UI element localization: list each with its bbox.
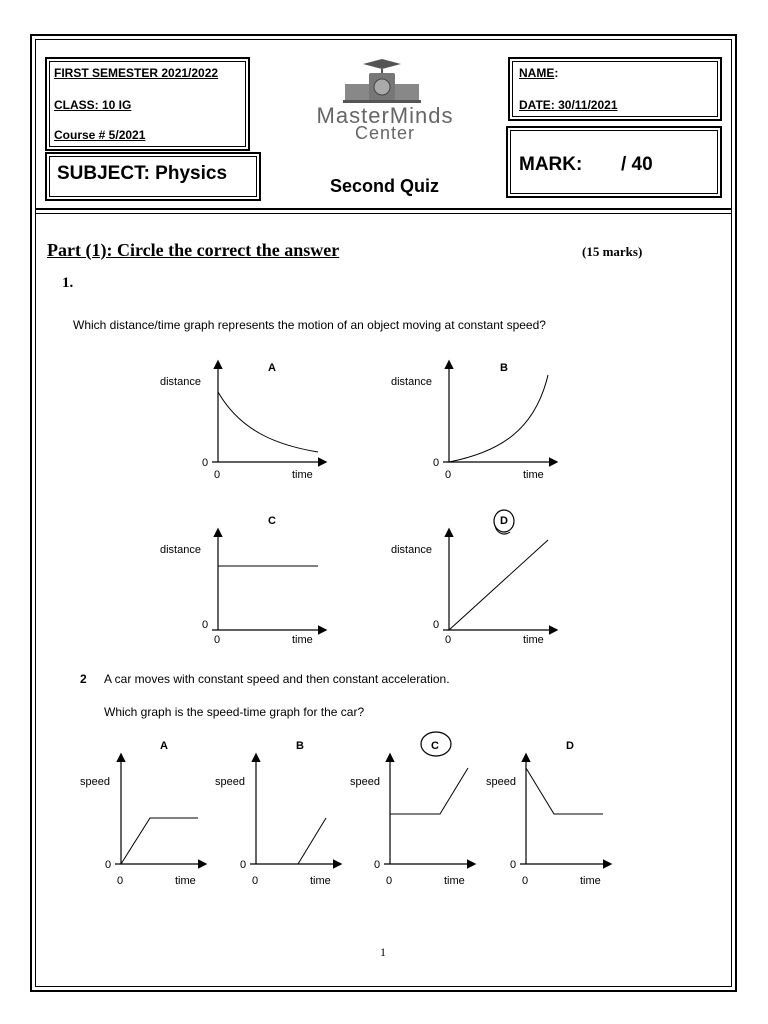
q1-a-ylabel: distance xyxy=(160,376,201,388)
q1-d-zero-x: 0 xyxy=(445,634,452,646)
q2-option-d-label: D xyxy=(566,740,574,752)
q2-text-line1: A car moves with constant speed and then constant acceleration. xyxy=(104,672,450,686)
q2-d-ylabel: speed xyxy=(486,776,516,788)
q2-b-ylabel: speed xyxy=(215,776,245,788)
date-label: DATE: 30/11/2021 xyxy=(519,98,618,112)
page-number: 1 xyxy=(380,945,386,959)
q1-b-zero-x: 0 xyxy=(445,469,452,481)
q2-c-xlabel: time xyxy=(444,875,465,887)
q2-text-line2: Which graph is the speed-time graph for the car? xyxy=(104,705,365,719)
q2-a-xlabel: time xyxy=(175,875,196,887)
logo-text-line1: MasterMinds xyxy=(316,103,454,128)
q2-b-xlabel: time xyxy=(310,875,331,887)
name-label: NAME xyxy=(519,66,555,80)
q2-d-xlabel: time xyxy=(580,875,601,887)
q1-d-ylabel: distance xyxy=(391,544,432,556)
q2-number: 2 xyxy=(80,672,87,686)
q2-b-zero-y: 0 xyxy=(240,859,247,871)
logo-text-line2: Center xyxy=(354,123,416,143)
q2-graph-c[interactable] xyxy=(350,732,474,887)
quiz-title: Second Quiz xyxy=(330,176,440,196)
q2-option-b-label: B xyxy=(296,740,304,752)
q1-c-xlabel: time xyxy=(292,634,313,646)
q2-d-zero-x: 0 xyxy=(522,875,529,887)
q2-c-zero-x: 0 xyxy=(386,875,393,887)
q1-number: 1. xyxy=(62,275,74,291)
q1-option-c-label: C xyxy=(268,515,276,527)
q2-a-zero-y: 0 xyxy=(105,859,112,871)
course-label: Course # 5/2021 xyxy=(54,128,146,142)
q2-a-zero-x: 0 xyxy=(117,875,124,887)
name-colon: : xyxy=(554,66,559,80)
q1-b-ylabel: distance xyxy=(391,376,432,388)
q2-a-ylabel: speed xyxy=(80,776,110,788)
part1-marks: (15 marks) xyxy=(582,244,643,259)
class-label: CLASS: 10 IG xyxy=(54,98,132,112)
q1-text: Which distance/time graph represents the motion of an object moving at constant speed? xyxy=(73,318,546,332)
q2-graph-d[interactable] xyxy=(486,740,610,887)
q1-a-zero-x: 0 xyxy=(214,469,221,481)
mark-label: MARK: xyxy=(519,154,583,175)
q2-option-a-label: A xyxy=(160,740,168,752)
q1-a-xlabel: time xyxy=(292,469,313,481)
q2-c-ylabel: speed xyxy=(350,776,380,788)
q2-option-c-label: C xyxy=(431,740,439,752)
q2-c-zero-y: 0 xyxy=(374,859,381,871)
q1-d-zero-y: 0 xyxy=(433,619,440,631)
q2-b-zero-x: 0 xyxy=(252,875,259,887)
semester-label: FIRST SEMESTER 2021/2022 xyxy=(54,66,219,80)
q1-c-zero-x: 0 xyxy=(214,634,221,646)
mark-total: / 40 xyxy=(621,154,653,175)
q1-option-d-label: D xyxy=(500,515,508,527)
q2-graph-b[interactable] xyxy=(215,740,340,887)
q1-c-ylabel: distance xyxy=(160,544,201,556)
q1-b-zero-y: 0 xyxy=(433,457,440,469)
q2-graph-a[interactable] xyxy=(80,740,205,887)
q1-c-zero-y: 0 xyxy=(202,619,209,631)
q1-d-xlabel: time xyxy=(523,634,544,646)
q1-a-zero-y: 0 xyxy=(202,457,209,469)
q1-b-xlabel: time xyxy=(523,469,544,481)
part1-title: Part (1): Circle the correct the answer xyxy=(47,240,340,260)
q1-option-b-label: B xyxy=(500,362,508,374)
q2-d-zero-y: 0 xyxy=(510,859,517,871)
q1-option-a-label: A xyxy=(268,362,276,374)
subject-label: SUBJECT: Physics xyxy=(57,163,228,184)
